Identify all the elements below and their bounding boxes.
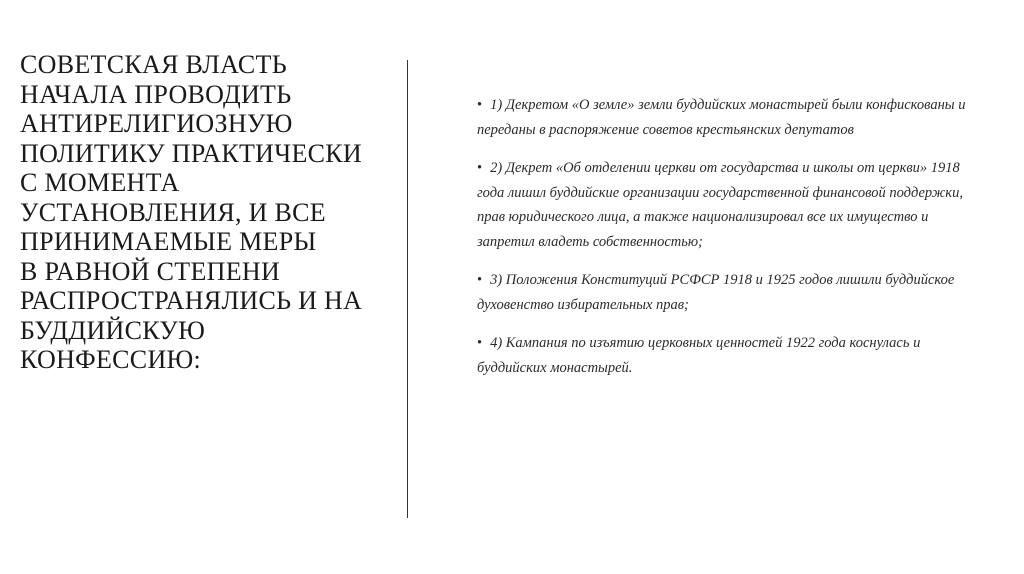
bullet-dot-icon: •	[477, 272, 483, 288]
bullet-dot-icon: •	[477, 97, 483, 113]
bullet-list	[477, 93, 977, 394]
bullet-text: 2) Декрет «Об отделении церкви от государства и школы от церкви» 1918 года лишил буддийские организации государственной финансовой поддержки, прав юридического лица, а также национализировал все их имущество и запретил владеть собственностью;	[477, 160, 963, 250]
bullet-dot-icon: •	[477, 160, 483, 176]
bullet-text: 4) Кампания по изъятию церковных ценностей 1922 года коснулась и буддийских монастырей.	[477, 335, 921, 376]
vertical-divider	[407, 60, 408, 518]
bullet-text: 3) Положения Конституций РСФСР 1918 и 1925 годов лишили буддийское духовенство избирательных прав;	[477, 272, 955, 313]
bullet-text: 1) Декретом «О земле» земли буддийских монастырей были конфискованы и переданы в распоряжение советов крестьянских депутатов	[477, 97, 966, 138]
bullet-dot-icon: •	[477, 335, 483, 351]
bullet-item	[477, 156, 977, 254]
bullet-item	[477, 331, 977, 380]
bullet-item	[477, 268, 977, 317]
slide-heading: СОВЕТСКАЯ ВЛАСТЬ НАЧАЛА ПРОВОДИТЬ АНТИРЕЛИГИОЗНУЮ ПОЛИТИКУ ПРАКТИЧЕСКИ С МОМЕНТА УСТАНОВЛЕНИЯ, И ВСЕ ПРИНИМАЕМЫЕ МЕРЫ В РАВНОЙ СТЕПЕНИ РАСПРОСТРАНЯЛИСЬ И НА БУДДИЙСКУЮ КОНФЕССИЮ:	[20, 50, 363, 374]
bullet-item	[477, 93, 977, 142]
